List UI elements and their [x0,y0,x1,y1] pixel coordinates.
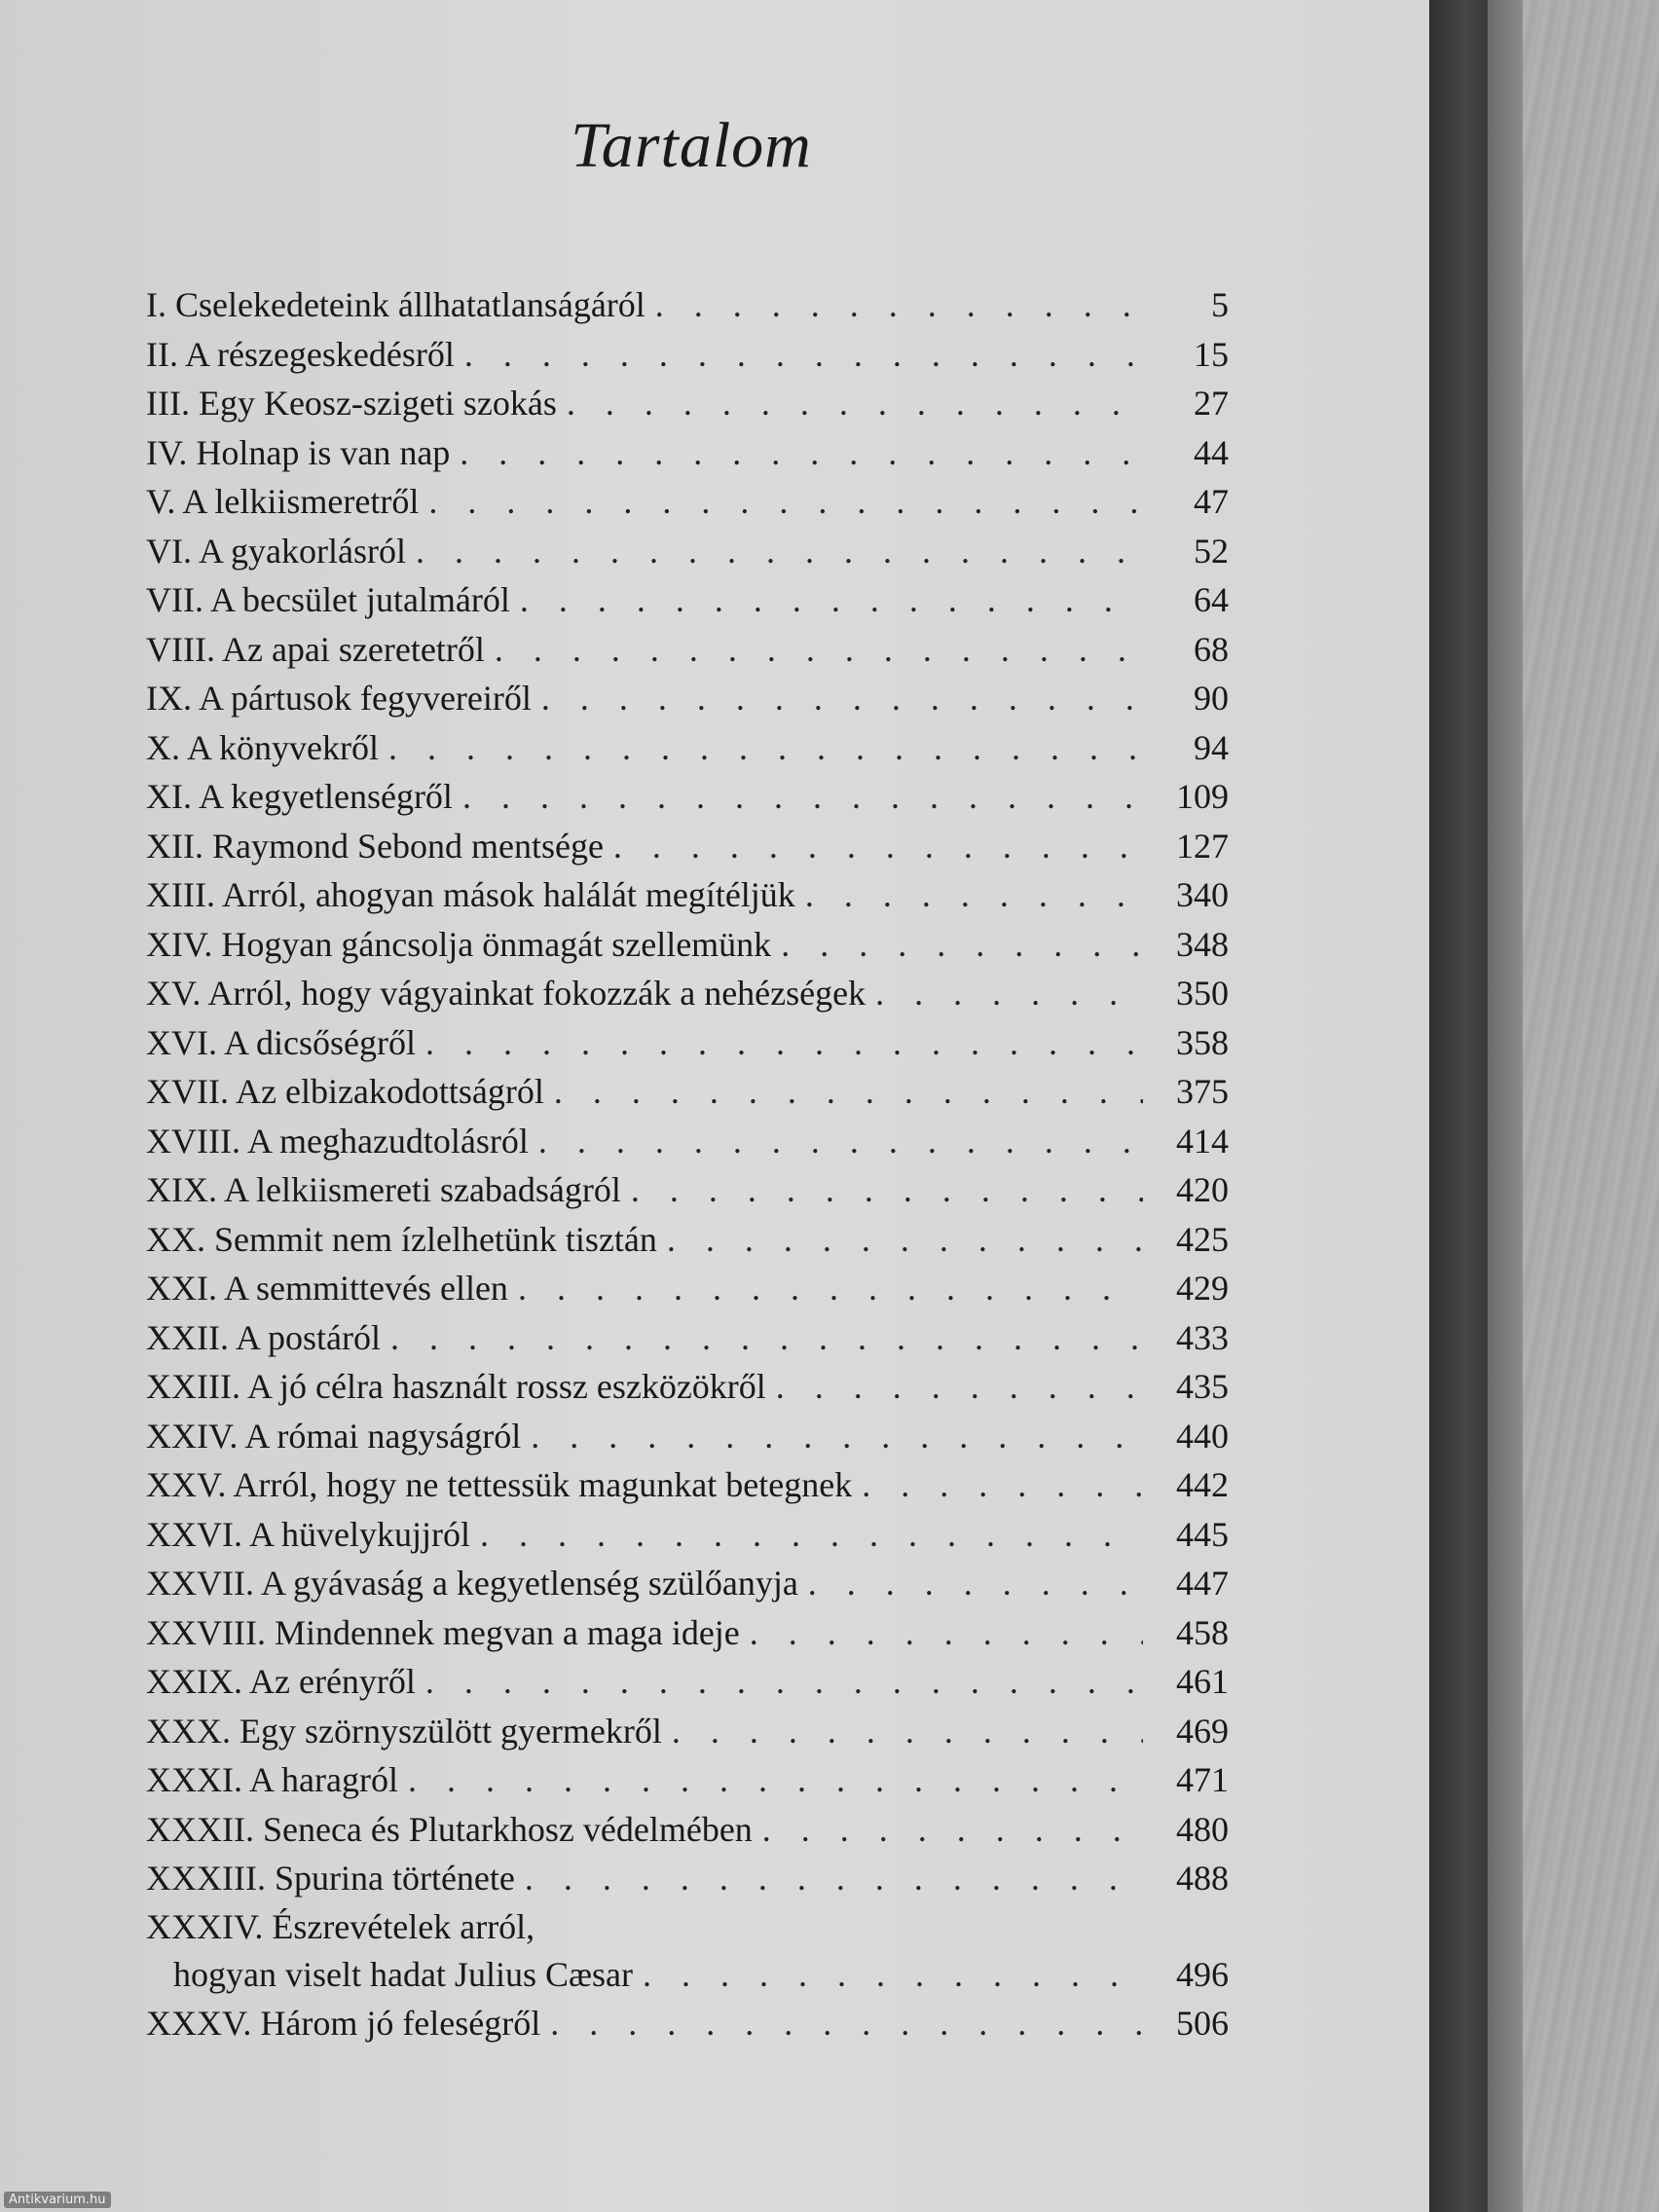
dot-leader [655,280,1143,330]
toc-entry [146,674,1229,723]
dot-leader [667,1215,1143,1265]
toc-entry [146,625,1229,675]
toc-page-number: 433 [1176,1317,1229,1357]
book-spine [1429,0,1488,2212]
toc-entry [146,379,1229,428]
dot-leader [390,1313,1143,1363]
dot-leader [862,1460,1143,1510]
toc-entry-title: XIX. A lelkiismereti szabadságról [146,1170,621,1209]
dot-leader [428,477,1143,527]
toc-page-number: 375 [1176,1072,1229,1111]
toc-entry [146,1805,1229,1855]
toc-page-number: 435 [1176,1367,1229,1406]
toc-entry [146,822,1229,871]
dot-leader [805,870,1143,920]
dot-leader [480,1510,1143,1560]
toc-entry [146,1460,1229,1510]
toc-page-number: 447 [1176,1564,1229,1603]
toc-page-number: 440 [1176,1416,1229,1456]
toc-entry-title: XXI. A semmittevés ellen [146,1269,508,1308]
toc-page-number: 94 [1194,727,1229,767]
toc-entry [146,1165,1229,1215]
toc-entry-title: XXVIII. Mindennek megvan a maga ideje [146,1612,740,1652]
toc-entry-title: XXIX. Az erényről [146,1662,416,1701]
toc-entry-title: I. Cselekedeteink állhatatlanságáról [146,285,645,324]
toc-page-number: 414 [1176,1121,1229,1161]
toc-page-number: 488 [1176,1859,1229,1898]
toc-page-number: 445 [1176,1514,1229,1554]
toc-entry [146,280,1229,330]
toc-entry-title: XIV. Hogyan gáncsolja önmagát szellemünk [146,924,772,964]
toc-page-number: 64 [1194,580,1229,619]
dot-leader [613,822,1143,871]
dot-leader [750,1608,1143,1658]
dot-leader [464,330,1143,380]
toc-entry-title: VII. A becsület jutalmáról [146,580,510,619]
toc-entry [146,1657,1229,1707]
toc-entry [146,1117,1229,1166]
toc-entry [146,920,1229,970]
toc-entry-title: XI. A kegyetlenségről [146,777,453,816]
toc-entry [146,1313,1229,1363]
dot-leader [875,969,1143,1018]
toc-page-number: 68 [1194,629,1229,669]
toc-page-number: 469 [1176,1711,1229,1751]
toc-entry [146,1608,1229,1658]
toc-entry-title: XXVI. A hüvelykujjról [146,1514,470,1554]
toc-page-number: 480 [1176,1809,1229,1849]
toc-entry-title: XV. Arról, hogy vágyainkat fokozzák a nehézségek [146,974,866,1013]
watermark-logo: Antikvarium.hu [4,2192,111,2208]
toc-page-number: 429 [1176,1269,1229,1308]
dot-leader [462,772,1143,822]
toc-page-number: 27 [1194,384,1229,423]
toc-page-number: 458 [1176,1612,1229,1652]
toc-entry-title: VIII. Az apai szeretetről [146,629,485,669]
dot-leader [643,1950,1143,2000]
dot-leader [416,527,1143,576]
toc-entry-title: IV. Holnap is van nap [146,432,451,472]
table-of-contents [146,280,1229,2048]
toc-page-number: 425 [1176,1219,1229,1259]
toc-entry [146,772,1229,822]
toc-entry-continuation [146,1950,1229,2000]
toc-page-number: 47 [1194,482,1229,521]
toc-entry-title-continued: hogyan viselt hadat Julius Cæsar [173,1954,633,1994]
toc-entry-title: XXVII. A gyávaság a kegyetlenség szülőanyja [146,1564,798,1603]
toc-entry [146,870,1229,920]
toc-entry-title: XXXII. Seneca és Plutarkhosz védelmében [146,1809,753,1849]
dot-leader [631,1165,1143,1215]
dot-leader [425,1018,1143,1068]
toc-page-number: 15 [1194,334,1229,374]
toc-entry [146,1559,1229,1608]
dot-leader [776,1362,1143,1412]
dot-leader [531,1412,1143,1461]
toc-entry-title: XVI. A dicsőségről [146,1022,416,1062]
dot-leader [525,1854,1143,1903]
toc-entry-title: XXIV. A római nagyságról [146,1416,522,1456]
toc-entry [146,1707,1229,1756]
toc-entry-title: VI. A gyakorlásról [146,531,406,571]
toc-entry-title: III. Egy Keosz-szigeti szokás [146,384,557,423]
toc-page-number: 5 [1211,285,1229,324]
toc-page-number: 471 [1176,1760,1229,1799]
toc-page-number: 90 [1194,679,1229,718]
toc-entry-title: XXXIII. Spurina története [146,1859,515,1898]
page-title: Tartalom [571,110,812,181]
toc-entry-title: XXXI. A haragról [146,1760,398,1799]
toc-entry-title: II. A részegeskedésről [146,334,455,374]
dot-leader [554,1067,1143,1117]
toc-entry-title: XXXV. Három jó feleségről [146,2004,541,2043]
toc-entry [146,969,1229,1018]
toc-entry [146,428,1229,478]
toc-page-number: 358 [1176,1022,1229,1062]
toc-page-number: 127 [1176,826,1229,866]
toc-entry-title: XXX. Egy szörnyszülött gyermekről [146,1711,662,1751]
toc-entry [146,527,1229,576]
toc-page-number: 496 [1176,1954,1229,1994]
toc-entry-title: XII. Raymond Sebond mentsége [146,826,604,866]
toc-entry [146,1067,1229,1117]
toc-page-number: 420 [1176,1170,1229,1209]
toc-entry [146,477,1229,527]
toc-page-number: 52 [1194,531,1229,571]
dot-leader [518,1264,1143,1313]
toc-entry-title: XVIII. A meghazudtolásról [146,1121,529,1161]
toc-entry-title: XXV. Arról, hogy ne tettessük magunkat betegnek [146,1465,853,1504]
dot-leader [672,1707,1143,1756]
toc-entry-title: XIII. Arról, ahogyan mások halálát megítéljük [146,875,795,914]
toc-entry-title: XXXIV. Észrevételek arról, [146,1906,535,1946]
toc-entry [146,1903,1229,1950]
toc-entry [146,723,1229,773]
toc-page-number: 350 [1176,974,1229,1013]
dot-leader [808,1559,1143,1608]
toc-entry [146,1510,1229,1560]
dot-leader [408,1755,1143,1805]
dot-leader [460,428,1143,478]
dot-leader [567,379,1143,428]
toc-page-number: 109 [1176,777,1229,816]
dot-leader [781,920,1143,970]
toc-entry-title: XVII. Az elbizakodottságról [146,1072,544,1111]
toc-entry [146,1264,1229,1313]
toc-entry [146,1755,1229,1805]
toc-page-number: 340 [1176,875,1229,914]
toc-page-number: 348 [1176,924,1229,964]
toc-entry-title: IX. A pártusok fegyvereiről [146,679,532,718]
toc-page-number: 461 [1176,1662,1229,1701]
toc-entry-title: XXII. A postáról [146,1317,381,1357]
toc-entry-title: XXIII. A jó célra használt rossz eszközökről [146,1367,766,1406]
dot-leader [520,575,1143,625]
table-surface [1523,0,1659,2212]
toc-entry [146,1215,1229,1265]
dot-leader [425,1657,1143,1707]
toc-entry-title: XX. Semmit nem ízlelhetünk tisztán [146,1219,657,1259]
toc-entry [146,1854,1229,1903]
dot-leader [550,1999,1143,2048]
toc-entry-title: V. A lelkiismeretről [146,482,420,521]
toc-entry-title: X. A könyvekről [146,727,379,767]
toc-page-number: 442 [1176,1465,1229,1504]
toc-page-number: 44 [1194,432,1229,472]
dot-leader [762,1805,1143,1855]
toc-entry [146,1018,1229,1068]
toc-entry [146,1362,1229,1412]
book-cover-edge [1488,0,1523,2212]
dot-leader [495,625,1143,675]
dot-leader [541,674,1143,723]
toc-entry [146,330,1229,380]
toc-entry [146,1412,1229,1461]
dot-leader [538,1117,1143,1166]
toc-entry [146,575,1229,625]
dot-leader [388,723,1143,773]
toc-page-number: 506 [1176,2004,1229,2043]
toc-entry [146,1999,1229,2048]
